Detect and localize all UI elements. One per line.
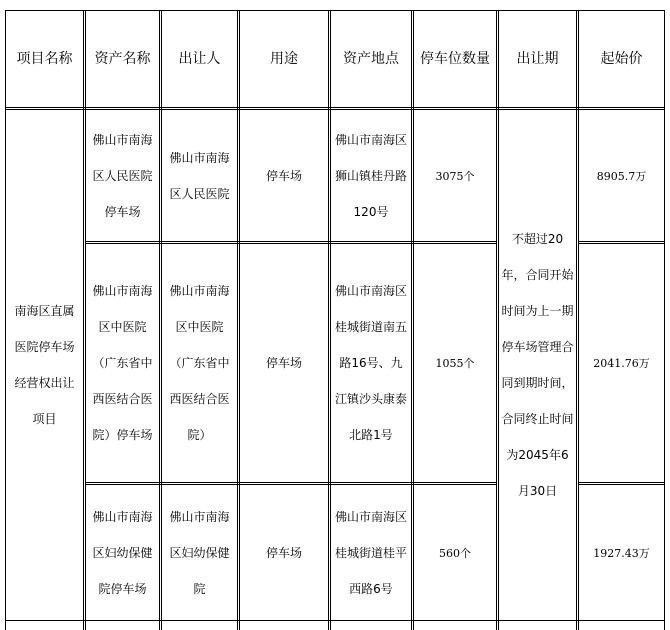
table-row-1-use: 停车场: [265, 168, 302, 183]
header-parking-spaces: 停车位数量: [420, 51, 490, 67]
header-use: 用途: [270, 51, 298, 67]
table-row-1-location: 佛山市南海区狮山镇桂丹路120号: [334, 132, 407, 219]
table-row-2-transferor: 佛山市南海区中医院（广东省中西医结合医院）: [169, 284, 230, 442]
grid-line: [578, 482, 665, 483]
table-row-2-asset: 佛山市南海区中医院（广东省中西医结合医院）停车场: [92, 284, 153, 442]
table-row-2-price: 2041.76万: [593, 357, 650, 370]
table-row-1-spaces: 3075个: [435, 169, 475, 183]
table-row-2-location: 佛山市南海区桂城街道南五路16号、九江镇沙头康泰北路1号: [334, 284, 407, 442]
table-row-1-transferor: 佛山市南海区人民医院: [169, 150, 230, 201]
table-row-3-asset: 佛山市南海区妇幼保健院停车场: [92, 509, 153, 596]
grid-line: [159, 10, 160, 630]
grid-line: [85, 482, 497, 483]
table-row-1-price: 8905.7万: [596, 169, 647, 183]
header-starting-price: 起始价: [600, 51, 643, 67]
grid-line: [496, 10, 497, 630]
table-row-2-use: 停车场: [265, 356, 302, 370]
table-row-3-location: 佛山市南海区桂城街道桂平西路6号: [334, 509, 407, 596]
header-location: 资产地点: [343, 51, 399, 67]
header-asset-name: 资产名称: [94, 51, 151, 67]
grid-line: [664, 10, 665, 630]
table-row-3-spaces: 560个: [439, 546, 471, 560]
grid-line: [578, 241, 665, 242]
grid-line: [5, 620, 665, 621]
table-row-2-spaces: 1055个: [435, 357, 475, 370]
grid-line: [83, 10, 84, 630]
grid-line: [411, 10, 412, 630]
grid-line: [5, 107, 665, 108]
table-row-3-use: 停车场: [265, 545, 302, 560]
table-row-1-asset: 佛山市南海区人民医院停车场: [92, 132, 153, 219]
table-row-3-price: 1927.43万: [593, 546, 650, 560]
header-project-name: 项目名称: [16, 51, 73, 67]
table-row-3-transferor: 佛山市南海区妇幼保健院: [169, 509, 230, 596]
header-transfer-period: 出让期: [516, 51, 559, 67]
transfer-period-cell: 不超过20年，合同开始时间为上一期停车场管理合同到期时间，合同终止时间为2045年6月30日: [501, 232, 574, 498]
grid-line: [328, 10, 329, 630]
grid-line: [85, 241, 497, 242]
header-transferor: 出让人: [178, 51, 221, 67]
project-name-cell: 南海区直属医院停车场经营权出让项目: [14, 304, 75, 426]
grid-line: [237, 10, 238, 630]
grid-line: [576, 10, 577, 630]
